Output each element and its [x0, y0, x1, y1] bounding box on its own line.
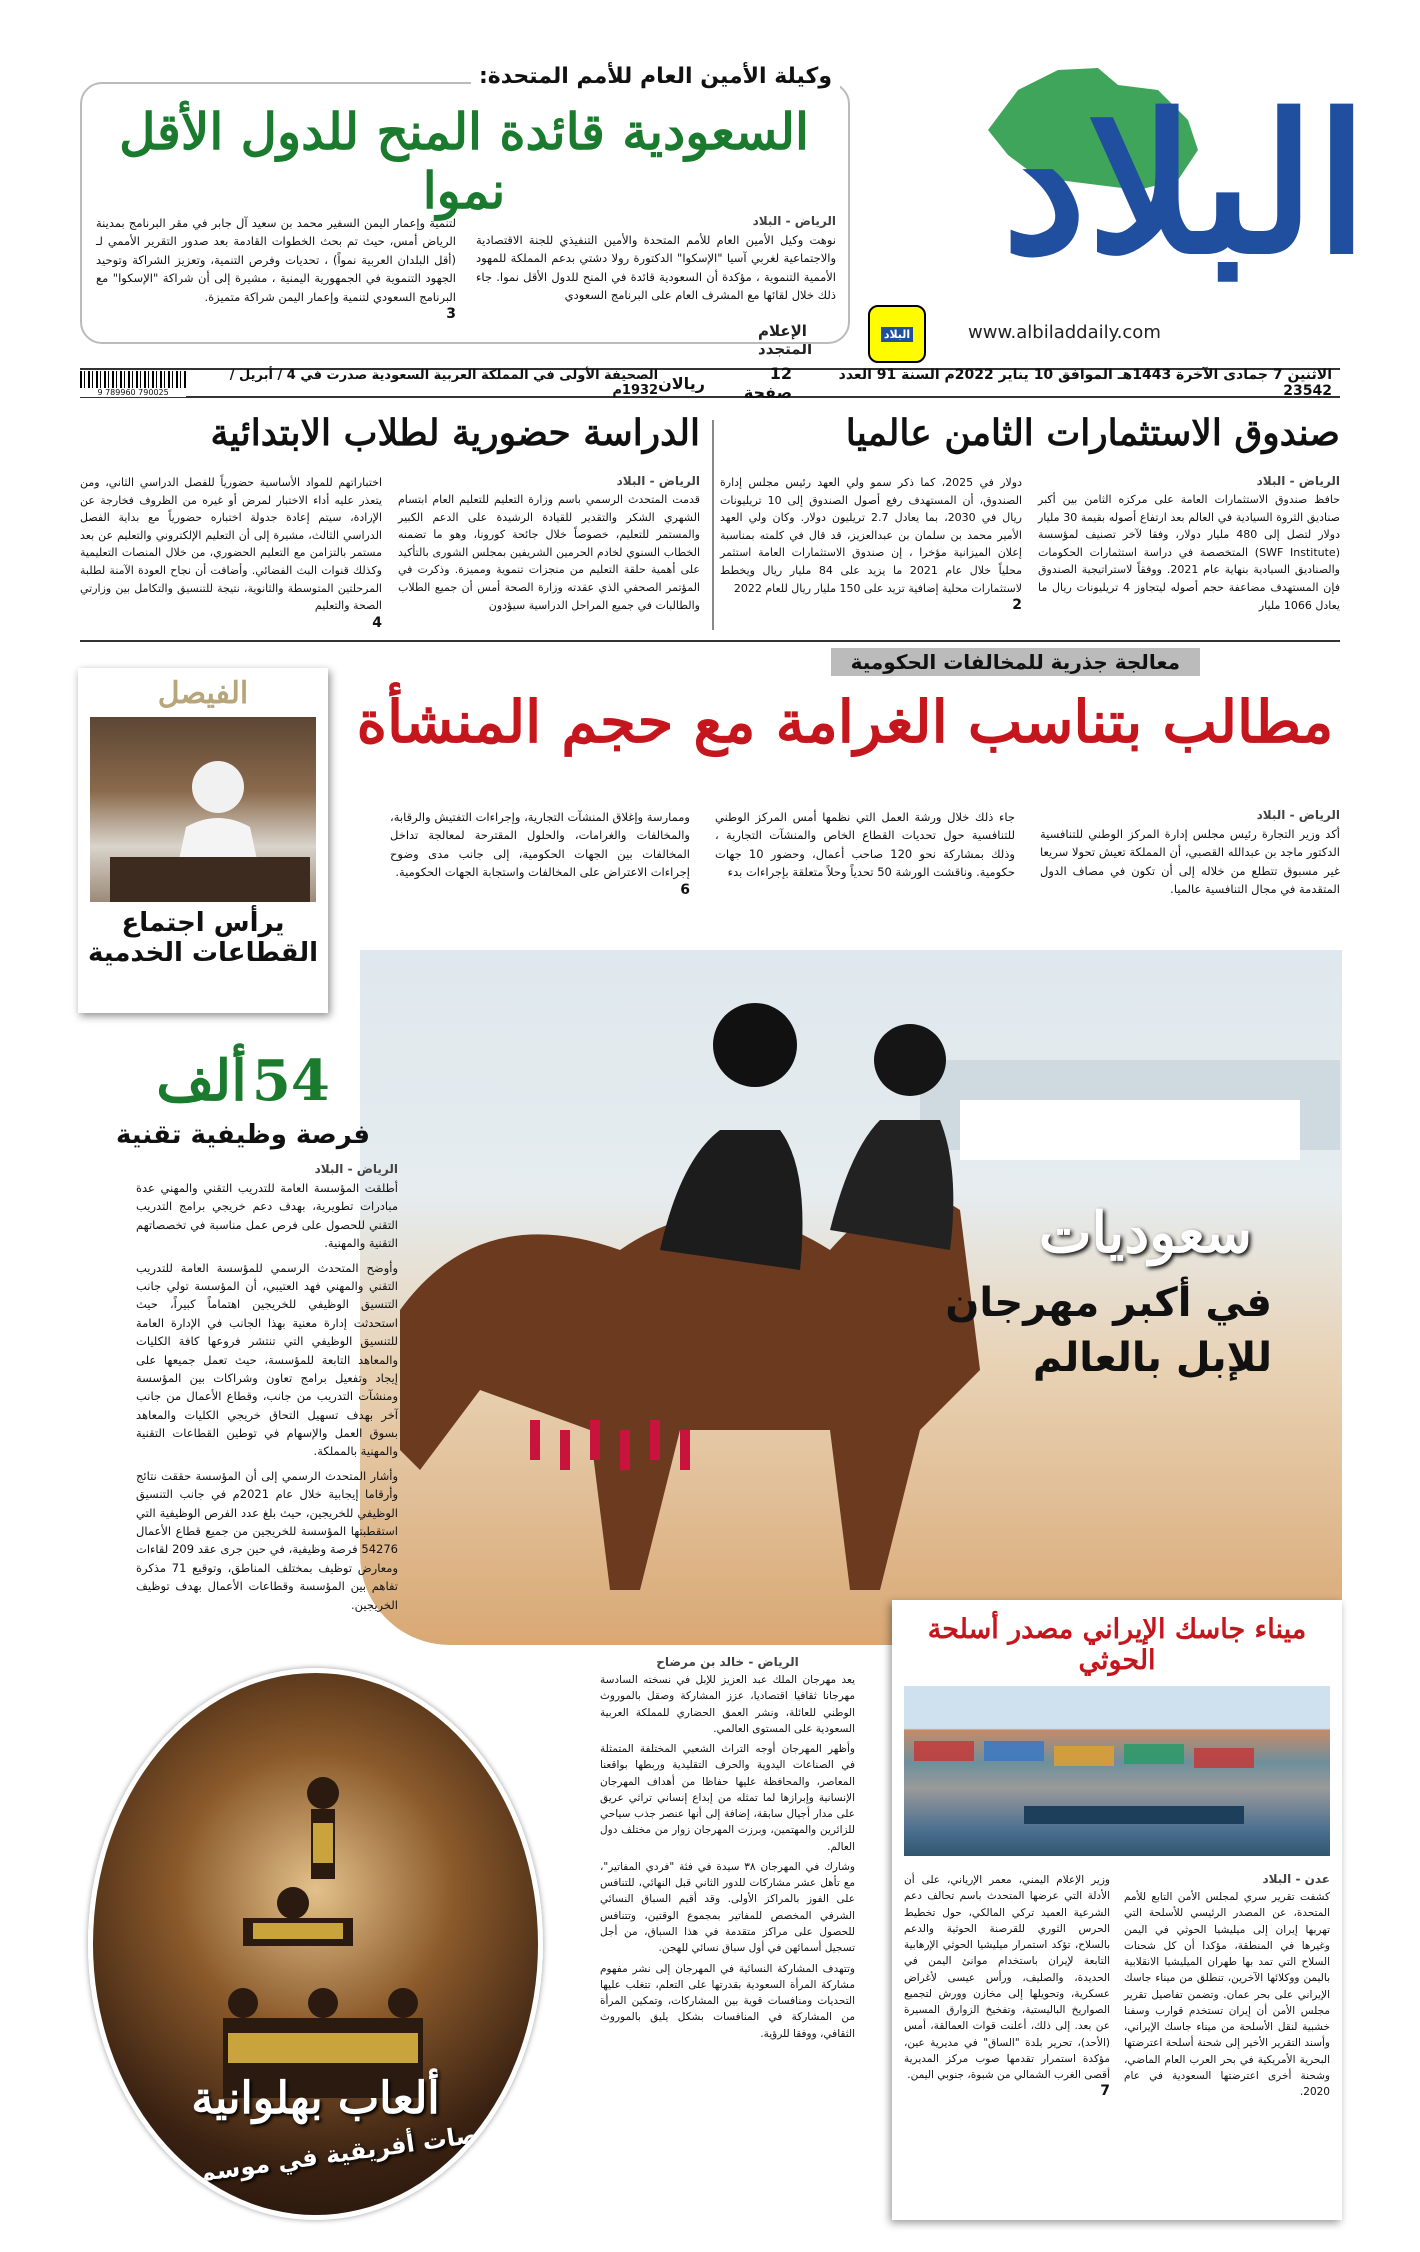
faisal-box	[78, 668, 328, 1013]
barcode-number: 9 789960 790025	[80, 388, 186, 397]
school-col-right: قدمت المتحدث الرسمي باسم وزارة التعليم للتعليم العام ابتسام الشهري الشكر والتقدير للقيادة الرشيدة على الدعم الكبير والمستمر للتعليم، خصوصاً خلال جائحة كورونا، وهو ما تضمنه الخطاب السنوي لخادم الحرمين الشريفين بمجلس الشورى بالتأكيد على أهمية حلقة التعليم من منجزات تنموية ومميزة. وذكرت في المؤتمر الصحفي الذي عقدته وزارة الصحة أمس أن جميع الطلاب والطالبات في جميع المراحل الدراسية سيؤدون	[398, 493, 700, 612]
camel-byline: الرياض - خالد بن مرضاح	[656, 1655, 799, 1669]
fund-story	[720, 412, 1340, 637]
faisal-title: الفيصل	[157, 676, 249, 711]
page-ref: 3	[446, 305, 456, 322]
jobs-story	[78, 1048, 408, 1668]
masthead-logo: البلاد	[1002, 73, 1368, 296]
camel-photo	[360, 950, 1342, 1645]
jobs-number: 54	[251, 1048, 330, 1114]
fines-kicker: معالجة جذرية للمخالفات الحكومية	[831, 648, 1200, 676]
fund-headline: صندوق الاستثمارات الثامن عالميا	[845, 412, 1340, 454]
acrobat-box	[88, 1668, 543, 2220]
school-byline: الرياض - البلاد	[616, 474, 700, 488]
jobs-unit: ألف	[156, 1048, 247, 1114]
camel-p1: يعد مهرجان الملك عبد العزيز للإبل في نسخته السادسة مهرجانا ثقافيا اقتصاديا، عزز المشاركة وصقل بالموروث الوطني للعائلة، ونشر العمق الحضاري للمملكة العربية السعودية على المستوى العالمي.	[600, 1674, 855, 1735]
acrobat-title: ألعاب بهلوانية	[191, 2073, 440, 2124]
fines-col1: أكد وزير التجارة رئيس مجلس إدارة المركز الوطني للتنافسية الدكتور ماجد بن عبدالله القصبي، أن المملكة تعيش تحولا سريعا غير مسبوق تتطلع من خلاله إلى أن تكون في مصاف الدول المتقدمة في مجال التنافسية عالميا.	[1040, 827, 1340, 897]
school-headline: الدراسة حضورية لطلاب الابتدائية	[210, 412, 700, 454]
yemen-col-right: كشفت تقرير سري لمجلس الأمن التابع للأمم المتحدة، عن المصدر الرئيسي للأسلحة التي تهربها إيران إلى ميليشيا الحوثي في اليمن وغيرها في المنطقة، مؤكدا أن كل شحنات السلاح التي تمد بها طهران الميليشيا الانقلابية باليمن ووكلائها الآخرين، تنطلق من ميناء جاسك الإيراني على بحر عمان. وتضمن تفاصيل تقرير مجلس الأمن أن إيران تستخدم قوارب وسفنا خشبية لنقل الأسلحة من ميناء جاسك الإيراني، وأسند التقرير الأخير إلى شحنة أسلحة اعترضتها البحرية الأمريكية في بحر العرب العام الماضي، وشحنة أخرى اعترضتها السعودية في عام 2020.	[1124, 1891, 1330, 2099]
camel-title-1: سعوديات	[1038, 1200, 1252, 1266]
fines-story	[350, 648, 1340, 938]
website-link[interactable]: www.albiladdaily.com	[968, 322, 1161, 343]
price: ريالان	[658, 373, 705, 393]
snapchat-code[interactable]	[868, 305, 926, 363]
faisal-headline-1: يرأس اجتماع	[121, 908, 285, 938]
top-story-col-left: لتنمية وإعمار اليمن السفير محمد بن سعيد آل جابر في مقر البرنامج بمدينة الرياض أمس، حيث تم بحث الخطوات القادمة بعد صدور التقرير الأممي لـ (أقل البلدان العربية نمواً) ، تحديات وفرص التنمية، وتعزيز الشراكة وتوحيد الجهود التنموية في الجمهورية اليمنية ، مشيرة إلى أن شراكة "الإسكوا" مع البرنامج السعودي لتنمية وإعمار اليمن شراكة متميزة.	[96, 216, 456, 304]
fund-col-left: دولار في 2025، كما ذكر سمو ولي العهد رئيس مجلس إدارة الصندوق، أن المستهدف رفع أصول الصندوق إلى 10 تريليونات ريال في 2030، بما يعادل 2.7 تريليون دولار. وكان ولي العهد الأمير محمد بن سلمان بن عبدالعزيز، قد قال في كلمته بمناسبة إعلان الميزانية مؤخرا ، إن صندوق الاستثمارات العامة استثمر محلياً خلال عام 2021 ما يزيد على 84 مليار ريال ويخطط لاستثمارات محلية إضافية تزيد على 150 مليار ريال للعام 2022	[720, 476, 1023, 595]
column-divider	[712, 420, 714, 630]
camel-article	[600, 1655, 855, 2220]
issue-date: الاثنين 7 جمادى الآخرة 1443هـ الموافق 10 يناير 2022م السنة 91 العدد 23542	[838, 367, 1332, 399]
rule	[80, 640, 1340, 642]
jobs-p1: أطلقت المؤسسة العامة للتدريب التقني والمهني عدة مبادرات تطويرية، بهدف دعم خريجي برامج التدريب التقني للحصول على فرص عمل مناسبة في تخصصاتهم التقنية والمهنية.	[136, 1181, 398, 1251]
camel-p4: وتتهدف المشاركة النسائية في المهرجان إلى نشر مفهوم مشاركة المرأة السعودية بقدرتها على التعلم، تتغلب عليها التحديات ومنافسات قوية بين المشاركات، وتمكين المرأة من المشاركة في المنافسات بشكل يليق بالموروث الثقافي، ووفقا للرؤية.	[600, 1962, 855, 2040]
tagline-visible: الإعلام المتجدد	[758, 322, 813, 358]
fund-col-right: حافظ صندوق الاستثمارات العامة على مركزه الثامن بين أكبر صناديق الثروة السيادية في العالم بعد ارتفاع أصوله بقيمة 30 مليار دولار لتصل إلى 480 مليار دولار، وفقا لآخر تصنيف لمؤسسة (SWF Institute) المتخصصة في دراسة استثمارات الحكومات والصناديق السيادية بنهاية عام 2021. ووفقاً لاستراتيجية الصندوق فإن المستهدف مضاعفة حجم أصوله ليتجاوز 4 تريليونات ريال ما يعادل 1066 مليار	[1038, 493, 1341, 612]
jobs-p3: وأشار المتحدث الرسمي إلى أن المؤسسة حققت نتائج وأرقاما إيجابية خلال عام 2021م في جانب التنسيق الوظيفي للخريجين، حيث بلغ عدد الفرص الوظيفية التي استقطبتها المؤسسة للخريجين من جميع قطاع الأعمال 54276 فرصة وظيفية، في حين جرى عقد 209 لقاءات ومعارض توظيف بمختلف المناطق، وتوقيع 71 مذكرة تفاهم بين المؤسسة وقطاعات الأعمال بهدف توظيف الخريجين.	[136, 1468, 399, 1612]
person-icon	[90, 717, 316, 902]
jobs-p2: وأوضح المتحدث الرسمي للمؤسسة العامة للتدريب التقني والمهني فهد العتيبي، أن المؤسسة تولي جانب التنسيق الوظيفي للخريجين اهتماماً كبيراً، حيث استحدثت إدارة معنية بهذا الجانب في الإدارة العامة للتنسيق الوظيفي التي تنتشر فروعها كافة الكليات والمعاهد التابعة للمؤسسة، حيث تعمل جميعها على إيجاد وتفعيل برامج تعاون وشراكات بين المؤسسة ومنشآت التدريب من جانب، وقطاع الأعمال من جانب آخر بهدف تسهيل التحاق خريجي الكليات والمعاهد بسوق العمل والإسهام في توطين القطاعات التقنية والمهنية بالمملكة.	[136, 1260, 398, 1459]
top-story-headline: السعودية قائدة المنح للدول الأقل نموا	[119, 102, 809, 220]
founded-note: الصحيفة الأولى في المملكة العربية السعودية صدرت في 4 / أبريل / 1932م	[229, 368, 659, 398]
fines-col2: جاء ذلك خلال ورشة العمل التي نظمها أمس المركز الوطني للتنافسية حول تحديات القطاع الخاص والمنشآت التجارية ، وذلك بمشاركة نحو 120 صاحب أعمال، وحضور 10 جهات حكومية. وناقشت الورشة 50 تحدياً وحلاً متعلقة بإجراءات بدء	[715, 810, 1015, 880]
fines-col3: وممارسة وإغلاق المنشآت التجارية، وإجراءات التفتيش والرقابة، والمخالفات والغرامات، والحلول المقترحة لمعالجة تداخل المخالفات بين الجهات الحكومية، إلى جانب مدى وضوح إجراءات الاعتراض على المخالفات واستجابة الجهات الحكومية.	[390, 810, 690, 880]
fund-byline: الرياض - البلاد	[1256, 474, 1340, 488]
yemen-col-left: وزير الإعلام اليمني، معمر الإرياني، على أن الأدلة التي عرضها المتحدث باسم تحالف دعم الشرعية العميد تركي المالكي، حول تخطيط الحرس الثوري للقرصنة الحوثية والدعم بالسلاح، تؤكد استمرار ميليشيا الحوثي الإرهابية التابعة لإيران باستخدام موانئ اليمن في الحديدة، والصليف، ورأس عيسى لأغراض عسكرية، وتحويلها إلى مخازن وورش لتجميع الصواريخ الباليستية، وتفخيخ الزوارق المسيرة عن بعد. إلى ذلك، أعلنت قوات العمالقة، أمس (الأحد)، تحرير بلدة "الساق" في مديرية عين، مؤكدة استمرار تقدمها صوب مركز المديرية أقصى الغرب الشمالي من شبوة، جنوبي اليمن.	[904, 1874, 1110, 2082]
date-bar	[80, 364, 1340, 402]
jobs-subhead: فرصة وظيفية تقنية	[115, 1120, 371, 1150]
top-story-kicker: وكيلة الأمين العام للأمم المتحدة:	[471, 64, 840, 89]
containers-illustration	[904, 1686, 1330, 1856]
page-count: 12 صفحة	[743, 364, 793, 402]
fines-byline: الرياض - البلاد	[1256, 808, 1340, 822]
yemen-byline: عدن - البلاد	[1262, 1872, 1330, 1886]
top-story-col-right: نوهت وكيل الأمين العام للأمم المتحدة والأمين التنفيذي للجنة الاقتصادية والاجتماعية لغربي آسيا "الإسكوا" الدكتورة رولا دشتي بدعم المملكة للمهود الأممية التنموية ، مؤكدة أن السعودية قائدة في المنح للدول الأقل نموا. جاء ذلك خلال لقائها مع المشرف العام على البرنامج السعودي	[476, 233, 836, 303]
school-story	[80, 412, 700, 637]
faisal-photo	[90, 717, 316, 902]
page-ref: 4	[372, 614, 382, 631]
jobs-byline: الرياض - البلاد	[314, 1162, 398, 1176]
camel-title-3: للإبل بالعالم	[1032, 1335, 1272, 1381]
top-story-byline: الرياض - البلاد	[752, 214, 836, 228]
school-col-left: اختباراتهم للمواد الأساسية حضورياً للفصل الدراسي الثاني، ومن يتعذر عليه أداء الاختبار لمرض أو غيره من الظروف فخارجة عن الإرادة، سيتم إعادة جدولة اختباره حضورياً مع بداية الفصل الدراسي الثالث، مشيرة إلى أن التعليم الإلكتروني والتعليم عن بعد مستمر بالتزامن مع التعليم الحضوري، من خلال المنصات التعليمية وكذلك قنوات البث الفضائي. وأضافت أن نجاح العودة الآمنة لطلبة المرحلتين المتوسطة والثانوية، نتيجة للتنسيق والتكامل بين وزارتي الصحة والتعليم	[80, 476, 382, 613]
camel-title-2: في أكبر مهرجان	[945, 1280, 1272, 1326]
snap-label: البلاد	[881, 327, 913, 342]
top-story	[80, 64, 850, 344]
barcode	[80, 371, 186, 395]
acrobat-subtitle: ورقصات أفريقية في موسم الرياض	[106, 2113, 525, 2201]
fines-headline: مطالب بتناسب الغرامة مع حجم المنشأة	[356, 688, 1334, 756]
page-ref: 2	[1012, 597, 1022, 614]
page-ref: 6	[680, 881, 690, 898]
page-ref: 7	[1100, 2083, 1110, 2100]
camel-p3: وشارك في المهرجان ٣٨ سيدة في فئة "فردي المفاتير"، مع تأهل عشر مشاركات للدور الثاني قبل النهائي، للتنافس على الفوز بالمراكز الأولى. وقد أقيم السباق النسائي الشرفي المخصص للمفاتير بمجموع الوقتين، وتتنافس للحصول على مراكز متقدمة في هذا السباق، من أجل تسجيل أسمائهن في أول سباق نسائي للهجن.	[600, 1860, 855, 1955]
camel-p2: وأظهر المهرجان أوجه التراث الشعبي المختلفة المتمثلة في الصناعات اليدوية والحرف التقليدية وربطها بواقعنا المعاصر، والمحافظة عليها حفاظا من أهداف المهرجان الإنسانية وإبرازها لما تمثله من إبداع إنساني تراثي عريق على مدار أجيال سابقة، إضافة إلى أنها عنصر جذب سياحي للزائرين والمهتمين، وبرزت المهرجان زوار من مختلف دول العالم.	[600, 1743, 855, 1853]
faisal-headline-2: القطاعات الخدمية	[87, 938, 319, 968]
yemen-story	[892, 1600, 1342, 2220]
port-photo	[904, 1686, 1330, 1856]
yemen-headline: ميناء جاسك الإيراني مصدر أسلحة الحوثي	[927, 1614, 1307, 1676]
